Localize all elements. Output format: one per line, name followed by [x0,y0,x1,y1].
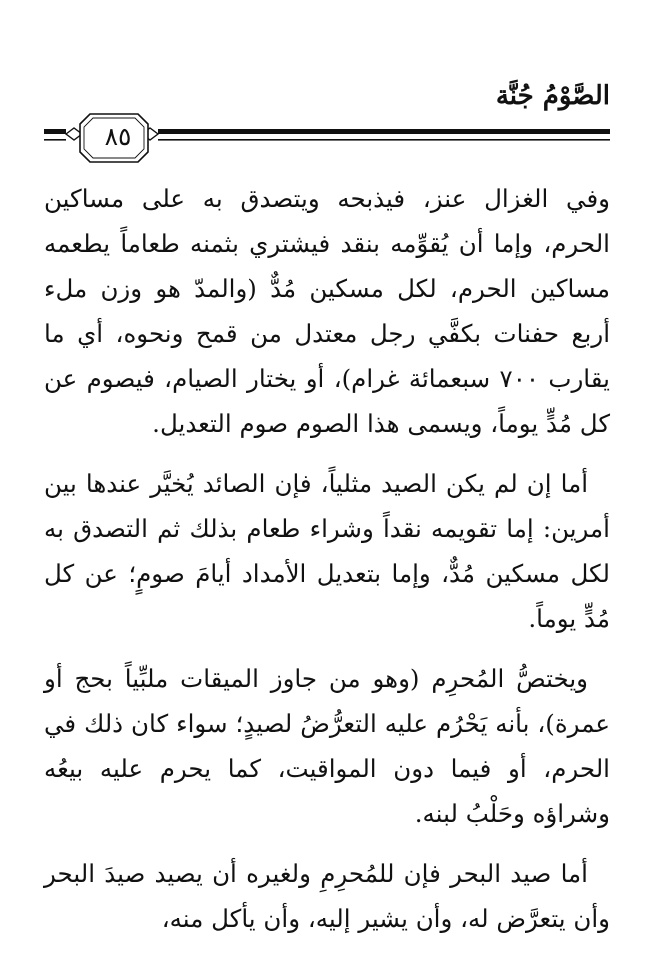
page-header [44,76,610,166]
header-thin-rule [158,139,610,141]
text-body [44,176,610,956]
left-thick-rule [44,129,66,134]
running-head-title: الصَّوْمُ جُنَّة [495,81,610,111]
paragraph-4: أما صيد البحر فإن للمُحرِمِ ولغيره أن يصيد صيدَ البحر وأن يتعرَّض له، وأن يشير إليه، وأن يأكل منه، [44,859,610,933]
paragraph-1: وفي الغزال عنز، فيذبحه ويتصدق به على مساكين الحرم، وإما أن يُقوِّمه بنقد فيشتري بثمنه طعاماً يطعمه مساكين الحرم، لكل مسكين مُدٌّ (والمدّ هو وزن ملء أربع حفنات بكفَّي رجل معتدل من قمح ونحوه، أي ما يقارب ٧٠٠ سبعمائة غرام)، أو يختار الصيام، فيصوم عن كل مُدٍّ يوماً، ويسمى هذا الصوم صوم التعديل. [44,184,610,438]
paragraph-3: ويختصُّ المُحرِم (وهو من جاوز الميقات ملبِّياً بحج أو عمرة)، بأنه يَحْرُم عليه التعرُّضُ لصيدٍ؛ سواء كان ذلك في الحرم، أو فيما دون المواقيت، كما يحرم عليه بيعُه وشراؤه وحَلْبُ لبنه. [44,664,610,828]
paragraph-2: أما إن لم يكن الصيد مثلياً، فإن الصائد يُخيَّر عندها بين أمرين: إما تقويمه نقداً وشراء طعام بذلك ثم التصدق به لكل مسكين مُدٌّ، وإما بتعديل الأمداد أيامَ صومٍ؛ عن كل مُدٍّ يوماً. [44,469,610,633]
page-number: ٨٥ [104,122,132,151]
header-thick-rule [158,129,610,134]
left-thin-rule [44,139,66,141]
